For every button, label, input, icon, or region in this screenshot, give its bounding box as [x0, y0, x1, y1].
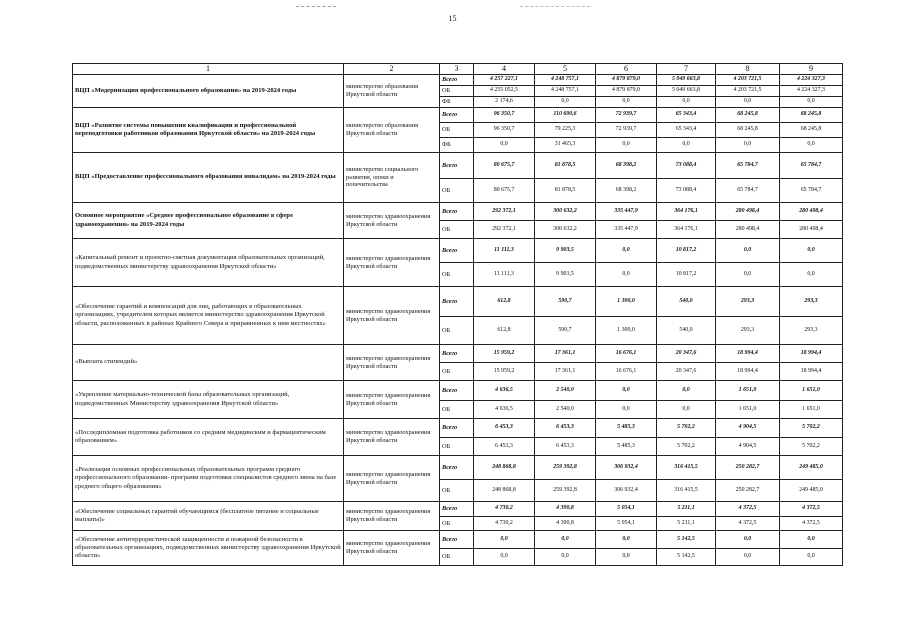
funding-source: Всего — [440, 456, 474, 480]
amount-cell: 20 347,6 — [657, 363, 716, 381]
amount-cell: 364 176,1 — [657, 203, 716, 221]
amount-cell: 0,0 — [596, 97, 657, 108]
amount-cell: 293,3 — [716, 287, 780, 317]
amount-cell: 280 498,4 — [716, 221, 780, 239]
amount-cell: 68 398,2 — [596, 153, 657, 179]
amount-cell: 0,0 — [657, 97, 716, 108]
amount-cell: 65 343,4 — [657, 123, 716, 138]
amount-cell: 1 300,0 — [596, 287, 657, 317]
table-row — [73, 239, 843, 263]
amount-cell: 306 932,4 — [596, 480, 657, 502]
amount-cell: 0,0 — [780, 138, 843, 153]
amount-cell: 81 878,5 — [535, 153, 596, 179]
amount-cell: 20 347,6 — [657, 345, 716, 363]
amount-cell: 9 903,5 — [535, 239, 596, 263]
amount-cell: 16 676,1 — [596, 345, 657, 363]
amount-cell: 4 904,5 — [716, 438, 780, 456]
amount-cell: 10 817,2 — [657, 263, 716, 287]
amount-cell: 4 372,5 — [780, 517, 843, 531]
amount-cell: 1 651,0 — [780, 381, 843, 401]
funding-source: ОБ — [440, 221, 474, 239]
amount-cell: 5 049 663,8 — [657, 86, 716, 97]
amount-cell: 6 453,3 — [474, 438, 535, 456]
amount-cell: 540,0 — [657, 287, 716, 317]
funding-source: ФБ — [440, 97, 474, 108]
amount-cell: 18 994,4 — [716, 345, 780, 363]
amount-cell: 5 049 663,8 — [657, 75, 716, 86]
amount-cell: 65 784,7 — [716, 153, 780, 179]
program-name: «Обеспечение социальных гарантий обучающимся (бесплатное питание и социальные выплаты)» — [73, 502, 344, 531]
amount-cell: 4 372,5 — [716, 517, 780, 531]
amount-cell: 1 651,0 — [716, 401, 780, 419]
amount-cell: 6 453,3 — [535, 419, 596, 438]
amount-cell: 0,0 — [780, 263, 843, 287]
amount-cell: 0,0 — [657, 381, 716, 401]
amount-cell: 335 447,9 — [596, 221, 657, 239]
amount-cell: 73 088,4 — [657, 179, 716, 203]
amount-cell: 4 372,5 — [780, 502, 843, 517]
program-name: Основное мероприятие «Среднее профессиональное образование в сфере здравоохранения» на 2019-2024 годы — [73, 203, 344, 239]
responsible-executor: министерство здравоохранения Иркутской области — [344, 203, 440, 239]
amount-cell: 300 632,2 — [535, 203, 596, 221]
amount-cell: 0,0 — [657, 401, 716, 419]
amount-cell: 0,0 — [535, 531, 596, 549]
amount-cell: 364 176,1 — [657, 221, 716, 239]
program-name: «Укрепление материально-технической базы образовательных организаций, подведомственных Министерству здравоохранения Иркутской области» — [73, 381, 344, 419]
budget-table — [72, 63, 843, 566]
column-header: 2 — [344, 64, 440, 75]
amount-cell: 293,3 — [716, 317, 780, 345]
amount-cell: 590,7 — [535, 317, 596, 345]
amount-cell: 612,8 — [474, 317, 535, 345]
responsible-executor: министерство здравоохранения Иркутской области — [344, 419, 440, 456]
funding-source: ОБ — [440, 363, 474, 381]
funding-source: Всего — [440, 239, 474, 263]
amount-cell: 65 784,7 — [716, 179, 780, 203]
scan-mark — [520, 6, 590, 7]
amount-cell: 2 174,6 — [474, 97, 535, 108]
responsible-executor: министерство образования Иркутской области — [344, 75, 440, 108]
column-header: 3 — [440, 64, 474, 75]
responsible-executor: министерство здравоохранения Иркутской области — [344, 345, 440, 381]
amount-cell: 2 540,0 — [535, 381, 596, 401]
amount-cell: 11 111,3 — [474, 239, 535, 263]
amount-cell: 18 994,4 — [780, 345, 843, 363]
amount-cell: 16 676,1 — [596, 363, 657, 381]
amount-cell: 4 636,5 — [474, 401, 535, 419]
table-row — [73, 108, 843, 123]
amount-cell: 17 361,1 — [535, 363, 596, 381]
funding-source: Всего — [440, 108, 474, 123]
funding-source: ОБ — [440, 549, 474, 566]
amount-cell: 5 702,2 — [780, 438, 843, 456]
table-row — [73, 345, 843, 363]
amount-cell: 0,0 — [780, 239, 843, 263]
funding-source: ОБ — [440, 123, 474, 138]
amount-cell: 4 390,8 — [535, 517, 596, 531]
amount-cell: 4 248 757,1 — [535, 86, 596, 97]
amount-cell: 0,0 — [780, 549, 843, 566]
amount-cell: 68 245,8 — [780, 123, 843, 138]
amount-cell: 292 372,1 — [474, 203, 535, 221]
table-row — [73, 287, 843, 317]
table-row — [73, 381, 843, 401]
amount-cell: 96 350,7 — [474, 123, 535, 138]
amount-cell: 0,0 — [596, 531, 657, 549]
amount-cell: 68 245,8 — [780, 108, 843, 123]
table-row — [73, 456, 843, 480]
amount-cell: 293,3 — [780, 317, 843, 345]
amount-cell: 248 868,8 — [474, 456, 535, 480]
amount-cell: 0,0 — [716, 97, 780, 108]
amount-cell: 81 878,5 — [535, 179, 596, 203]
page-number: 15 — [448, 14, 457, 23]
amount-cell: 4 730,2 — [474, 502, 535, 517]
amount-cell: 2 540,0 — [535, 401, 596, 419]
responsible-executor: министерство здравоохранения Иркутской области — [344, 456, 440, 502]
responsible-executor: министерство социального развития, опеки и попечительства — [344, 153, 440, 203]
amount-cell: 5 142,5 — [657, 549, 716, 566]
amount-cell: 80 675,7 — [474, 153, 535, 179]
column-header: 6 — [596, 64, 657, 75]
amount-cell: 4 224 327,3 — [780, 75, 843, 86]
amount-cell: 1 300,0 — [596, 317, 657, 345]
amount-cell: 0,0 — [596, 239, 657, 263]
amount-cell: 4 904,5 — [716, 419, 780, 438]
funding-source: ФБ — [440, 138, 474, 153]
amount-cell: 4 203 721,5 — [716, 86, 780, 97]
column-header: 4 — [474, 64, 535, 75]
responsible-executor: министерство здравоохранения Иркутской области — [344, 531, 440, 566]
amount-cell: 4 257 227,1 — [474, 75, 535, 86]
amount-cell: 4 879 879,0 — [596, 75, 657, 86]
responsible-executor: министерство здравоохранения Иркутской области — [344, 287, 440, 345]
funding-source: ОБ — [440, 263, 474, 287]
amount-cell: 316 415,5 — [657, 456, 716, 480]
amount-cell: 1 651,0 — [780, 401, 843, 419]
amount-cell: 5 054,1 — [596, 517, 657, 531]
amount-cell: 4 879 879,0 — [596, 86, 657, 97]
amount-cell: 250 282,7 — [716, 456, 780, 480]
amount-cell: 5 054,1 — [596, 502, 657, 517]
funding-source: Всего — [440, 203, 474, 221]
amount-cell: 280 498,4 — [780, 203, 843, 221]
amount-cell: 68 245,8 — [716, 123, 780, 138]
header-row — [73, 64, 843, 75]
amount-cell: 72 939,7 — [596, 123, 657, 138]
column-header: 8 — [716, 64, 780, 75]
amount-cell: 72 939,7 — [596, 108, 657, 123]
amount-cell: 248 868,8 — [474, 480, 535, 502]
amount-cell: 0,0 — [716, 239, 780, 263]
amount-cell: 15 959,2 — [474, 363, 535, 381]
funding-source: ОБ — [440, 179, 474, 203]
amount-cell: 79 225,3 — [535, 123, 596, 138]
program-name: «Реализация основных профессиональных образовательных программ среднего профессионального образования- программ подготовки специалистов среднего звена на базе среднего общего образования» — [73, 456, 344, 502]
amount-cell: 11 111,3 — [474, 263, 535, 287]
column-header: 5 — [535, 64, 596, 75]
amount-cell: 292 372,1 — [474, 221, 535, 239]
amount-cell: 249 485,0 — [780, 456, 843, 480]
responsible-executor: министерство образования Иркутской области — [344, 108, 440, 153]
amount-cell: 96 350,7 — [474, 108, 535, 123]
amount-cell: 17 361,1 — [535, 345, 596, 363]
amount-cell: 280 498,4 — [780, 221, 843, 239]
amount-cell: 4 636,5 — [474, 381, 535, 401]
funding-source: Всего — [440, 153, 474, 179]
table-row — [73, 502, 843, 517]
funding-source: ОБ — [440, 517, 474, 531]
amount-cell: 110 690,6 — [535, 108, 596, 123]
amount-cell: 18 994,4 — [716, 363, 780, 381]
amount-cell: 250 282,7 — [716, 480, 780, 502]
amount-cell: 5 211,1 — [657, 517, 716, 531]
responsible-executor: министерство здравоохранения Иркутской области — [344, 239, 440, 287]
funding-source: ОБ — [440, 86, 474, 97]
funding-source: Всего — [440, 419, 474, 438]
responsible-executor: министерство здравоохранения Иркутской области — [344, 502, 440, 531]
amount-cell: 4 224 327,3 — [780, 86, 843, 97]
column-header: 7 — [657, 64, 716, 75]
amount-cell: 0,0 — [474, 531, 535, 549]
program-name: «Капитальный ремонт и проектно-сметная документация образовательных организаций, подведомственных министерству здравоохранения Иркутской области» — [73, 239, 344, 287]
amount-cell: 80 675,7 — [474, 179, 535, 203]
amount-cell: 9 903,5 — [535, 263, 596, 287]
amount-cell: 0,0 — [596, 401, 657, 419]
amount-cell: 0,0 — [780, 531, 843, 549]
amount-cell: 0,0 — [596, 138, 657, 153]
amount-cell: 259 392,8 — [535, 480, 596, 502]
amount-cell: 249 485,0 — [780, 480, 843, 502]
amount-cell: 0,0 — [780, 97, 843, 108]
amount-cell: 18 994,4 — [780, 363, 843, 381]
program-name: «Обеспечение антитеррористической защищенности и пожарной безопасности в образовательных организациях, подведомственных министерству здравоохранения Иркутской области» — [73, 531, 344, 566]
amount-cell: 10 817,2 — [657, 239, 716, 263]
amount-cell: 280 498,4 — [716, 203, 780, 221]
funding-source: ОБ — [440, 480, 474, 502]
funding-source: ОБ — [440, 438, 474, 456]
amount-cell: 5 142,5 — [657, 531, 716, 549]
table-row — [73, 419, 843, 438]
amount-cell: 15 959,2 — [474, 345, 535, 363]
amount-cell: 540,0 — [657, 317, 716, 345]
funding-source: Всего — [440, 381, 474, 401]
funding-source: Всего — [440, 345, 474, 363]
amount-cell: 300 632,2 — [535, 221, 596, 239]
amount-cell: 5 702,2 — [780, 419, 843, 438]
amount-cell: 31 465,3 — [535, 138, 596, 153]
table-row — [73, 203, 843, 221]
amount-cell: 0,0 — [474, 138, 535, 153]
amount-cell: 0,0 — [596, 549, 657, 566]
column-header: 1 — [73, 64, 344, 75]
amount-cell: 5 702,2 — [657, 419, 716, 438]
funding-source: Всего — [440, 287, 474, 317]
amount-cell: 306 932,4 — [596, 456, 657, 480]
amount-cell: 612,8 — [474, 287, 535, 317]
amount-cell: 4 203 721,5 — [716, 75, 780, 86]
amount-cell: 316 415,5 — [657, 480, 716, 502]
amount-cell: 293,3 — [780, 287, 843, 317]
table-row — [73, 531, 843, 549]
amount-cell: 0,0 — [535, 549, 596, 566]
amount-cell: 5 485,3 — [596, 419, 657, 438]
amount-cell: 65 784,7 — [780, 179, 843, 203]
column-header: 9 — [780, 64, 843, 75]
program-name: «Выплата стипендий» — [73, 345, 344, 381]
amount-cell: 1 651,0 — [716, 381, 780, 401]
program-name: ВЦП «Развитие системы повышения квалификации и профессиональной переподготовки работников образования Иркутской области» на 2019-2024 годы — [73, 108, 344, 153]
amount-cell: 68 398,2 — [596, 179, 657, 203]
amount-cell: 5 211,1 — [657, 502, 716, 517]
amount-cell: 0,0 — [474, 549, 535, 566]
funding-source: Всего — [440, 531, 474, 549]
funding-source: Всего — [440, 75, 474, 86]
program-name: ВЦП «Модернизация профессионального образования» на 2019-2024 годы — [73, 75, 344, 108]
program-name: «Последипломная подготовка работников со средним медицинским и фармацевтическим образованием» — [73, 419, 344, 456]
scan-mark — [296, 6, 336, 7]
amount-cell: 0,0 — [716, 263, 780, 287]
amount-cell: 0,0 — [716, 138, 780, 153]
amount-cell: 4 730,2 — [474, 517, 535, 531]
amount-cell: 0,0 — [596, 263, 657, 287]
amount-cell: 0,0 — [596, 381, 657, 401]
funding-source: Всего — [440, 502, 474, 517]
amount-cell: 5 485,3 — [596, 438, 657, 456]
amount-cell: 5 702,2 — [657, 438, 716, 456]
amount-cell: 6 453,3 — [535, 438, 596, 456]
amount-cell: 0,0 — [657, 138, 716, 153]
amount-cell: 68 245,8 — [716, 108, 780, 123]
funding-source: ОБ — [440, 401, 474, 419]
amount-cell: 0,0 — [716, 531, 780, 549]
program-name: «Обеспечение гарантий и компенсаций для лиц, работающих в образовательных организациях, учредителем которых является министерство здравоохранения Иркутской области, расположенных в районах Крайнего Севера и приравненных к ним местностях» — [73, 287, 344, 345]
table-row — [73, 75, 843, 86]
amount-cell: 335 447,9 — [596, 203, 657, 221]
amount-cell: 4 255 052,5 — [474, 86, 535, 97]
funding-source: ОБ — [440, 317, 474, 345]
amount-cell: 73 088,4 — [657, 153, 716, 179]
responsible-executor: министерство здравоохранения Иркутской области — [344, 381, 440, 419]
amount-cell: 0,0 — [535, 97, 596, 108]
amount-cell: 65 343,4 — [657, 108, 716, 123]
amount-cell: 259 392,8 — [535, 456, 596, 480]
amount-cell: 4 390,8 — [535, 502, 596, 517]
amount-cell: 0,0 — [716, 549, 780, 566]
amount-cell: 590,7 — [535, 287, 596, 317]
amount-cell: 6 453,3 — [474, 419, 535, 438]
amount-cell: 4 248 757,1 — [535, 75, 596, 86]
amount-cell: 4 372,5 — [716, 502, 780, 517]
amount-cell: 65 784,7 — [780, 153, 843, 179]
table-row — [73, 153, 843, 179]
program-name: ВЦП «Предоставление профессионального образования инвалидам» на 2019-2024 годы — [73, 153, 344, 203]
